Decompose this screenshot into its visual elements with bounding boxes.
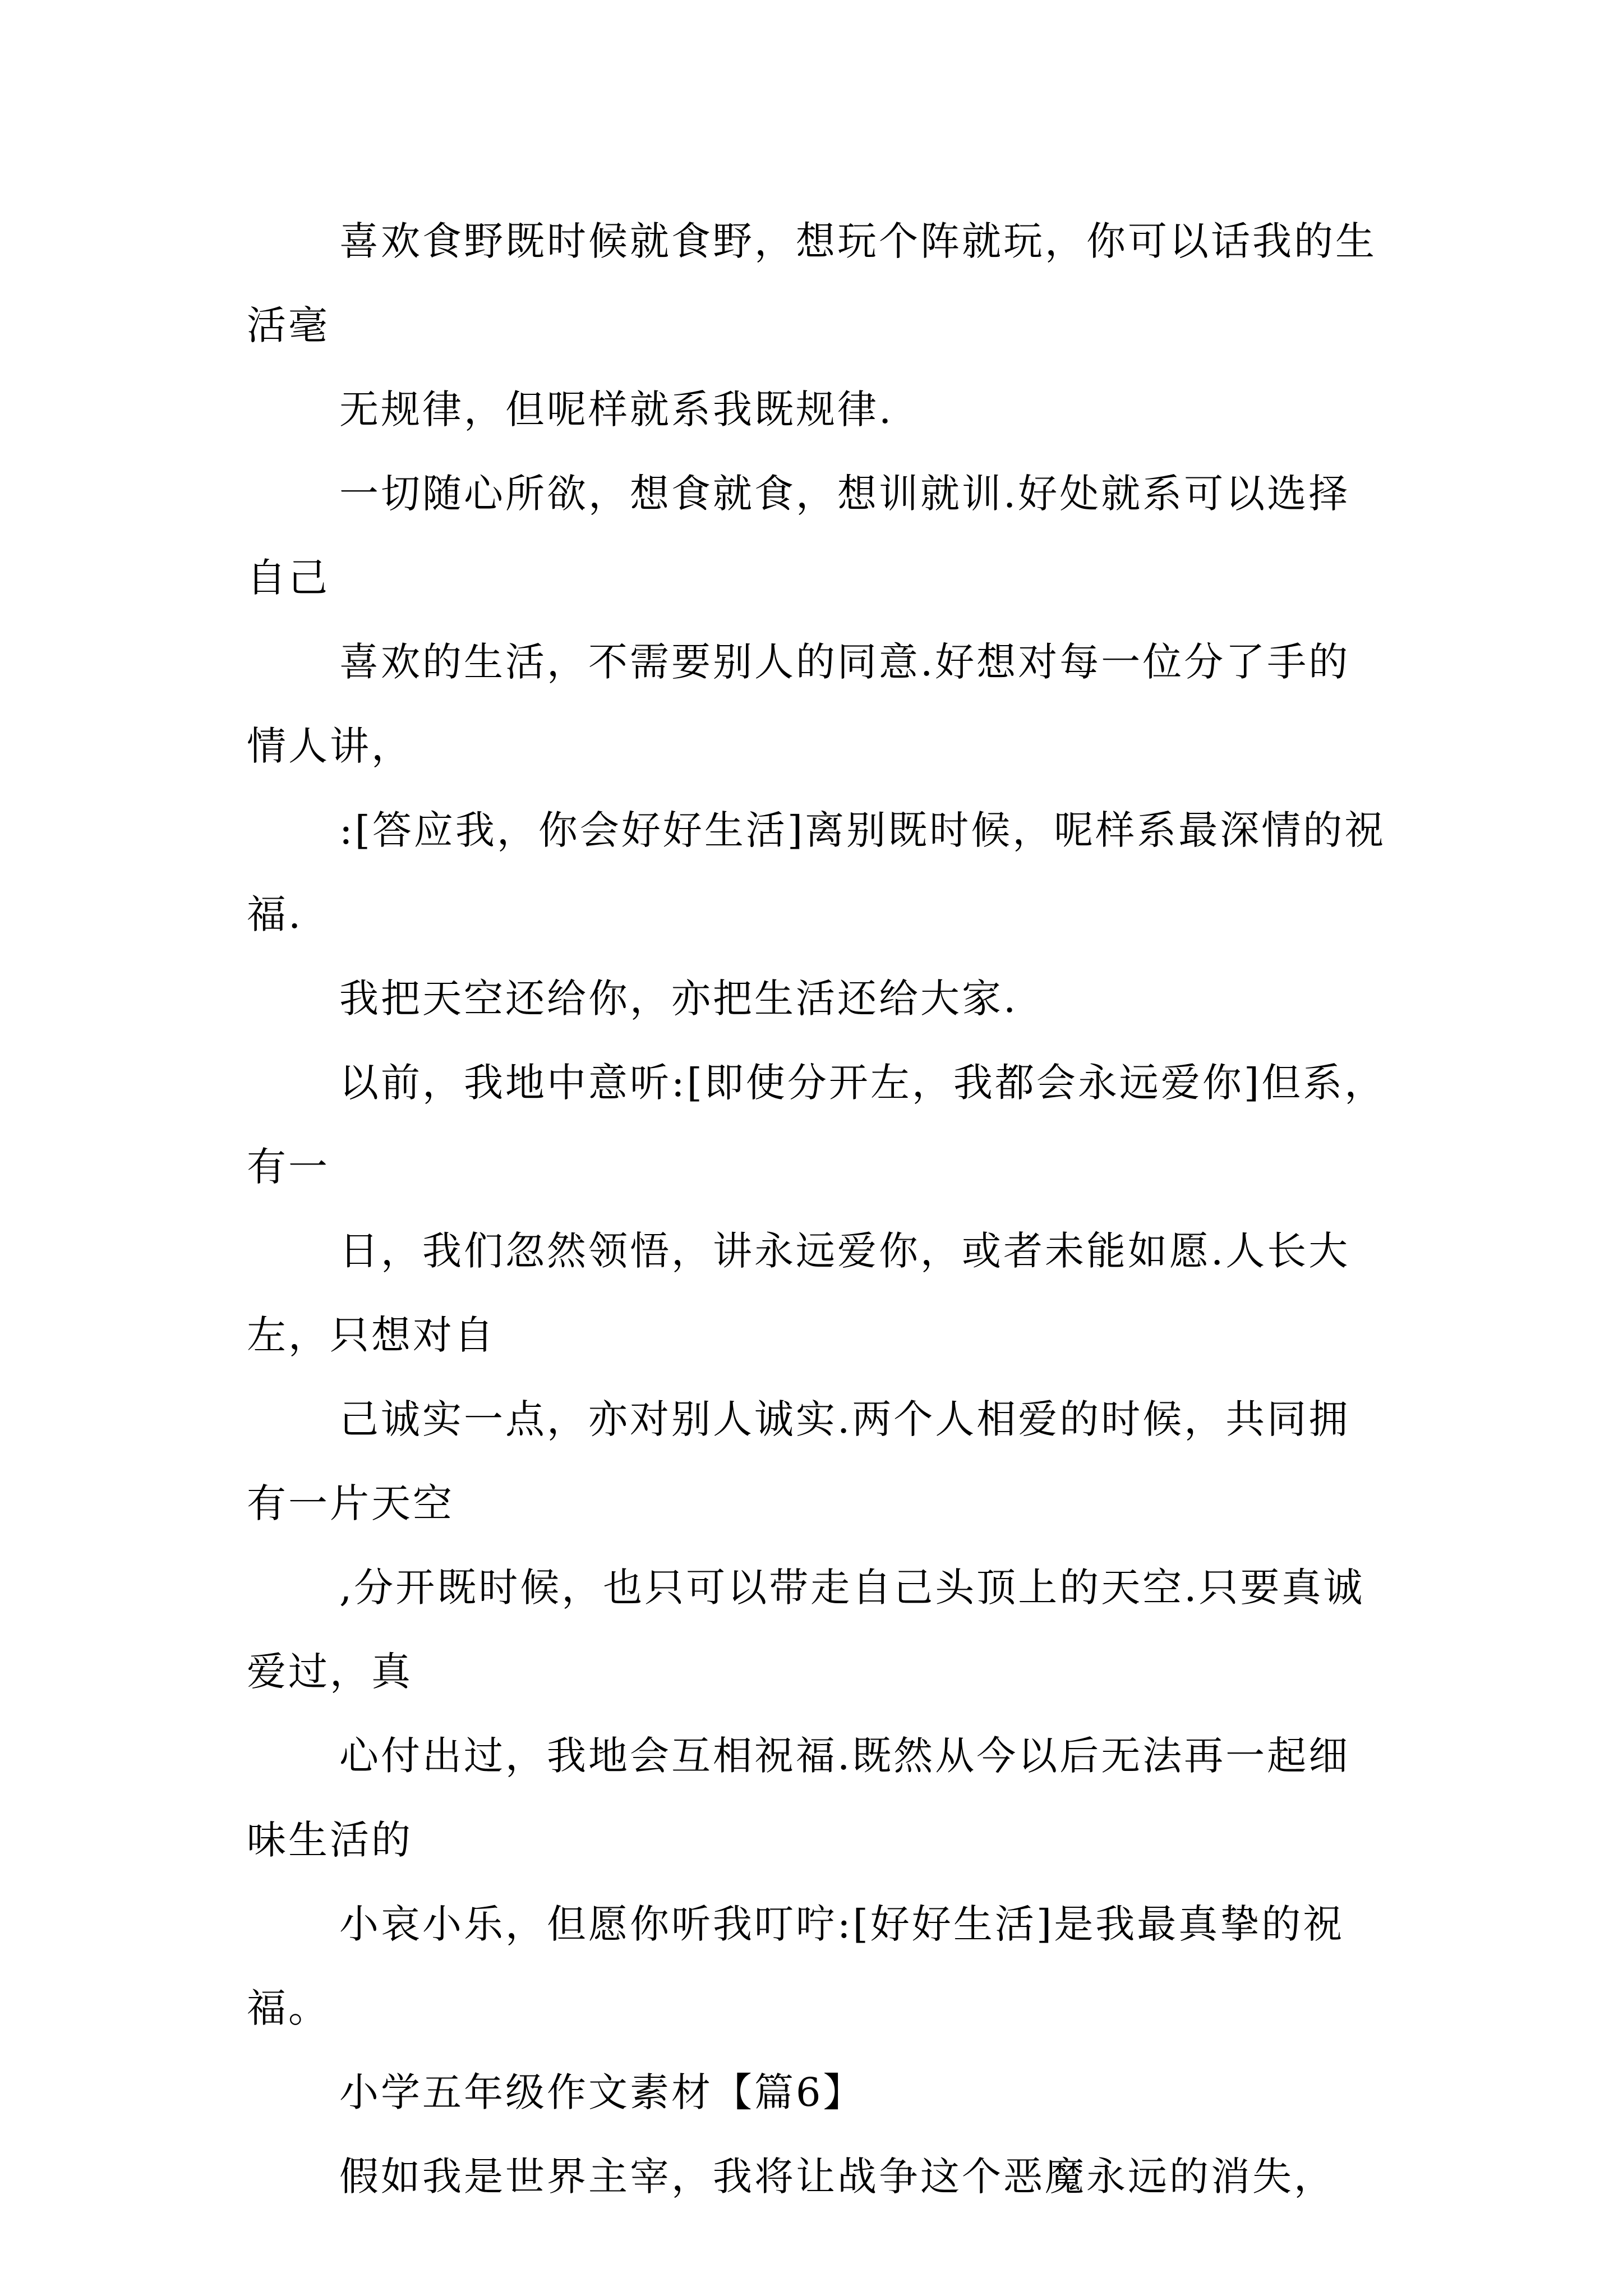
paragraph: :[答应我，你会好好生活]离别既时候，呢样系最深情的祝福. <box>247 807 1386 937</box>
paragraph: 一切随心所欲，想食就食，想训就训.好处就系可以选择自己 <box>247 471 1350 601</box>
paragraph: 我把天空还给你，亦把生活还给大家. <box>339 976 1018 1022</box>
paragraph: 小哀小乐，但愿你听我叮咛:[好好生活]是我最真挚的祝福。 <box>247 1901 1345 2031</box>
paragraph: 喜欢食野既时候就食野，想玩个阵就玩，你可以话我的生活毫 <box>247 218 1377 348</box>
paragraph: 无规律，但呢样就系我既规律. <box>339 386 894 432</box>
paragraph: ,分开既时候，也只可以带走自己头顶上的天空.只要真诚爱过，真 <box>247 1565 1365 1695</box>
paragraph: 假如我是世界主宰，我将让战争这个恶魔永远的消失， <box>339 2154 1335 2200</box>
paragraph: 以前，我地中意听:[即使分开左，我都会永远爱你]但系，有一 <box>247 1060 1386 1190</box>
paragraph: 心付出过，我地会互相祝福.既然从今以后无法再一起细味生活的 <box>247 1733 1350 1863</box>
section-heading: 小学五年级作文素材【篇6】 <box>339 2069 865 2115</box>
paragraph: 喜欢的生活，不需要别人的同意.好想对每一位分了手的情人讲， <box>247 639 1350 769</box>
paragraph: 日，我们忽然领悟，讲永远爱你，或者未能如愿.人长大左，只想对自 <box>247 1228 1350 1358</box>
paragraph: 己诚实一点，亦对别人诚实.两个人相爱的时候，共同拥有一片天空 <box>247 1396 1350 1526</box>
